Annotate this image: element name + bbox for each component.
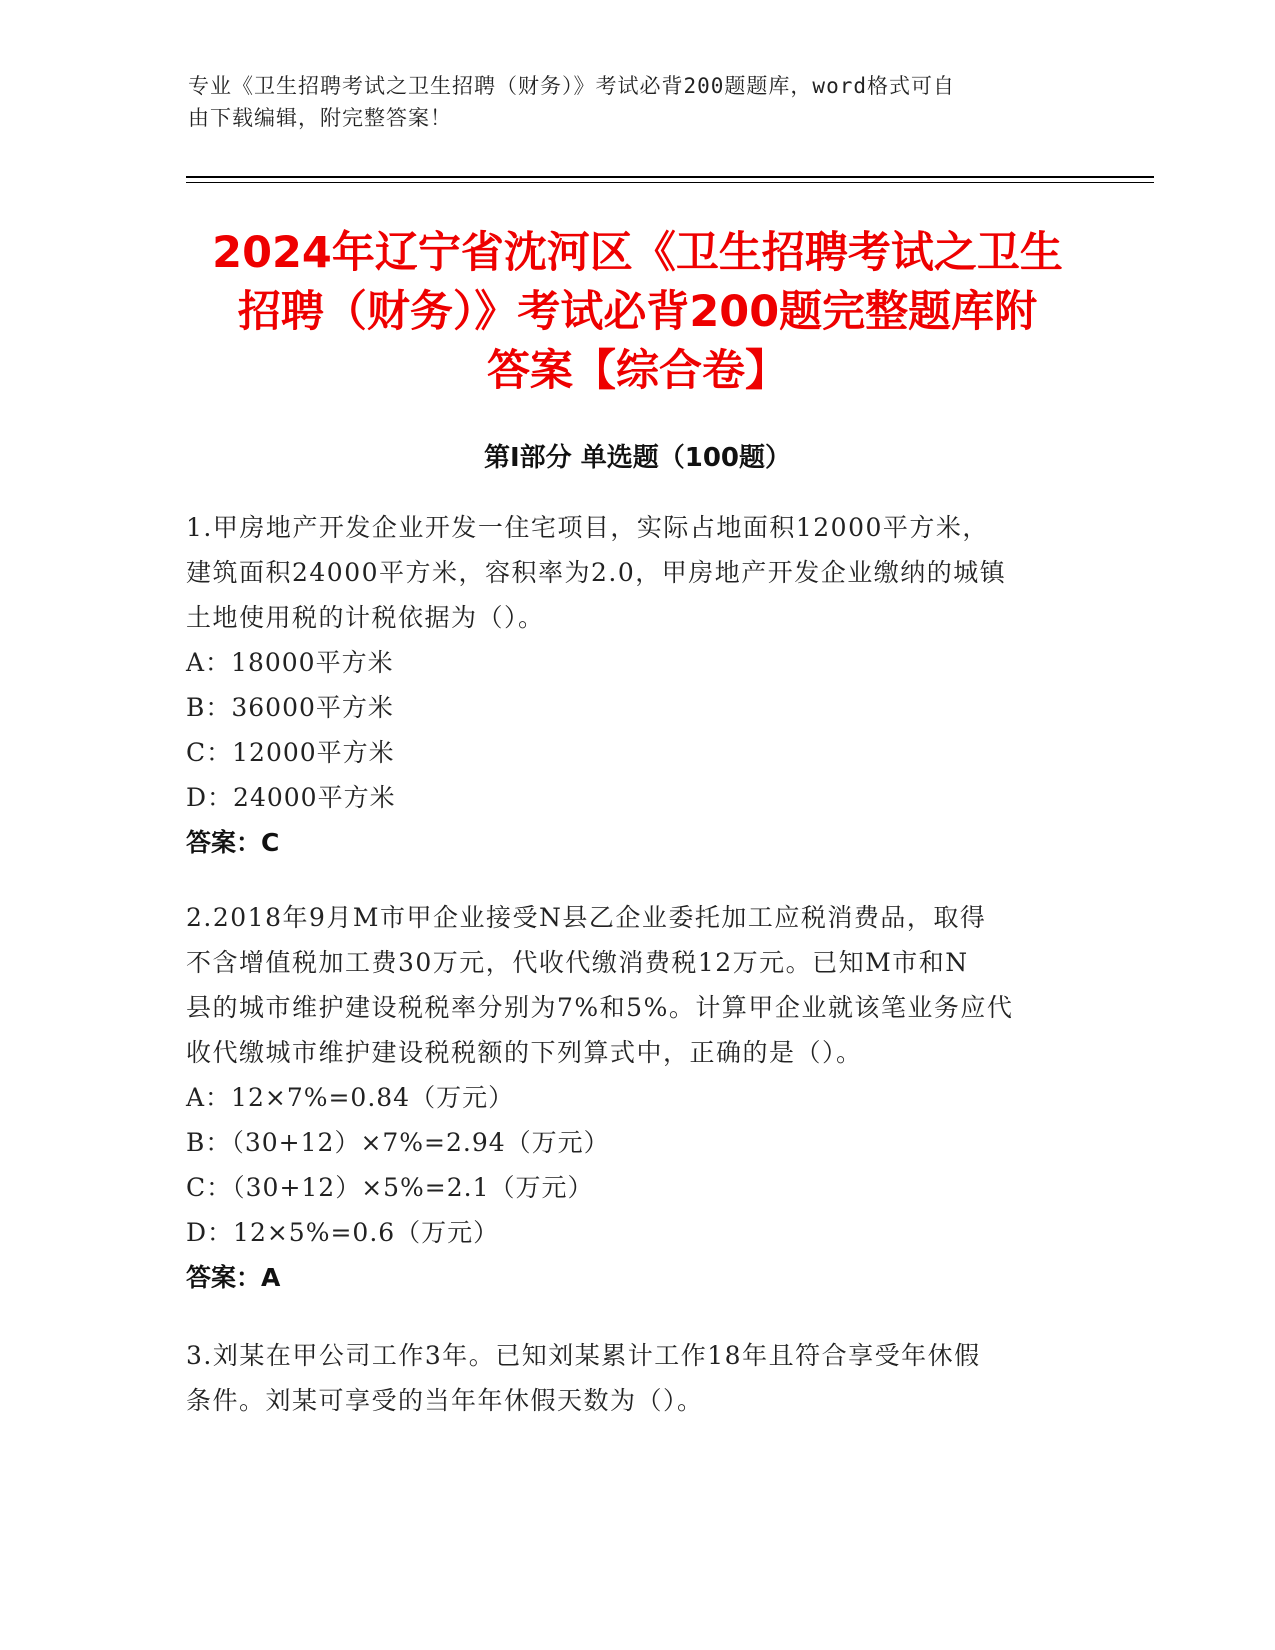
section-title: 第Ⅰ部分 单选题（100题） bbox=[484, 443, 791, 473]
document-title-line-1: 2024年辽宁省沈河区《卫生招聘考试之卫生 bbox=[212, 228, 1063, 278]
option-c: C：（30+12）×5%=2.1（万元） bbox=[186, 1173, 594, 1202]
stem-line: 条件。刘某可享受的当年年休假天数为（）。 bbox=[186, 1386, 704, 1415]
question-1 bbox=[186, 505, 1086, 865]
question-1-stem bbox=[186, 505, 1086, 640]
question-3 bbox=[186, 1333, 1086, 1423]
stem-line: 县的城市维护建设税税率分别为7%和5%。计算甲企业就该笔业务应代 bbox=[186, 993, 1014, 1022]
header-divider-thin bbox=[186, 182, 1154, 183]
answer-label: 答案：A bbox=[186, 1263, 281, 1292]
header-divider-thick bbox=[186, 176, 1154, 178]
answer-label: 答案：C bbox=[186, 828, 280, 857]
document-title bbox=[150, 224, 1125, 401]
stem-line: 土地使用税的计税依据为（）。 bbox=[186, 603, 545, 632]
stem-line: 建筑面积24000平方米，容积率为2.0，甲房地产开发企业缴纳的城镇 bbox=[186, 558, 1007, 587]
stem-line: 3.刘某在甲公司工作3年。已知刘某累计工作18年且符合享受年休假 bbox=[186, 1341, 981, 1370]
option-a: A：18000平方米 bbox=[186, 648, 394, 677]
header-note-line-2: 由下载编辑，附完整答案！ bbox=[188, 106, 452, 130]
stem-line: 收代缴城市维护建设税税额的下列算式中，正确的是（）。 bbox=[186, 1038, 863, 1067]
document-title-line-3: 答案【综合卷】 bbox=[487, 346, 788, 396]
option-d: D：24000平方米 bbox=[186, 783, 396, 812]
question-2 bbox=[186, 895, 1086, 1300]
stem-line: 2.2018年9月M市甲企业接受N县乙企业委托加工应税消费品，取得 bbox=[186, 903, 987, 932]
option-b: B：（30+12）×7%=2.94（万元） bbox=[186, 1128, 610, 1157]
option-b: B：36000平方米 bbox=[186, 693, 394, 722]
option-d: D：12×5%=0.6（万元） bbox=[186, 1218, 500, 1247]
stem-line: 1.甲房地产开发企业开发一住宅项目，实际占地面积12000平方米， bbox=[186, 513, 989, 542]
option-a: A：12×7%=0.84（万元） bbox=[186, 1083, 515, 1112]
header-note-line-1: 专业《卫生招聘考试之卫生招聘（财务）》考试必背200题题库，word格式可自 bbox=[188, 74, 955, 98]
question-3-stem bbox=[186, 1333, 1086, 1423]
header-note bbox=[188, 70, 1068, 134]
option-c: C：12000平方米 bbox=[186, 738, 395, 767]
question-2-stem bbox=[186, 895, 1086, 1075]
stem-line: 不含增值税加工费30万元，代收代缴消费税12万元。已知M市和N bbox=[186, 948, 969, 977]
document-title-line-2: 招聘（财务）》考试必背200题完整题库附 bbox=[237, 287, 1038, 337]
